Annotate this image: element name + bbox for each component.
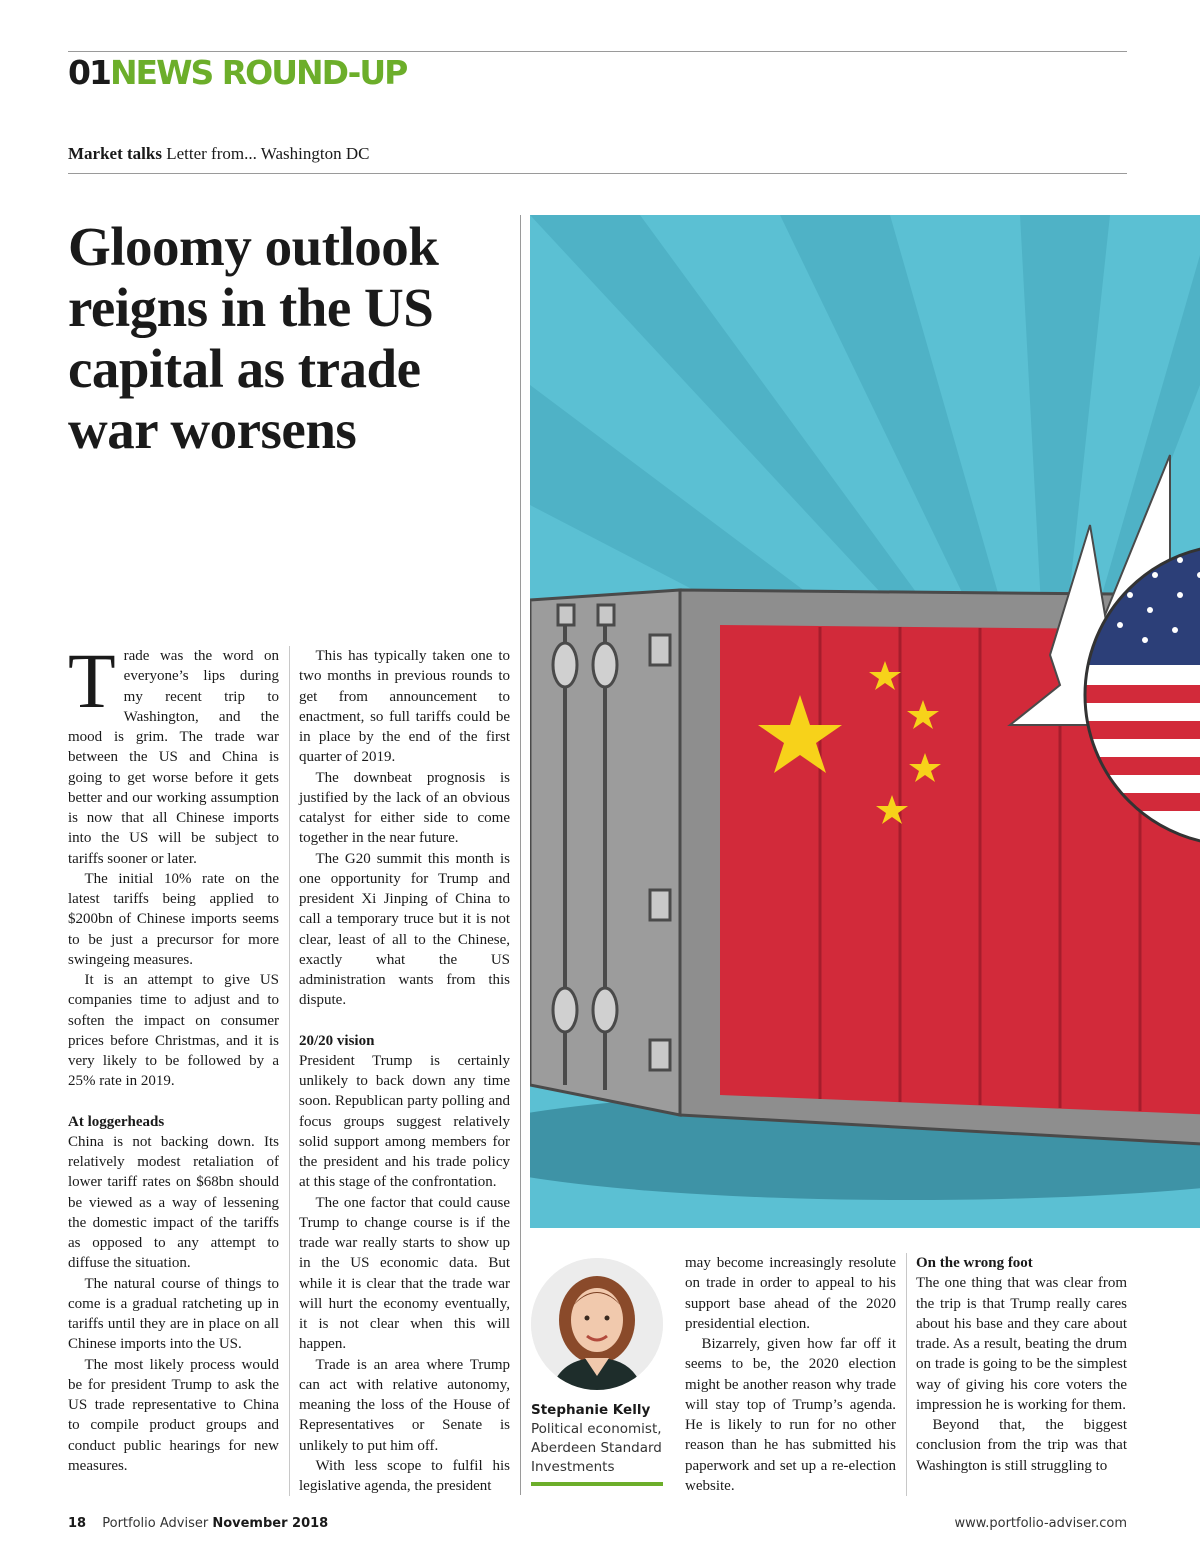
kicker-category: Market talks xyxy=(68,144,162,163)
article-column-3 xyxy=(685,1253,896,1496)
article-paragraph: The one thing that was clear from the trip is that Trump really cares about his base and they care about trade. As a result, beating the drum on trade is going to be the simplest way of giving his core voters the impression he is working for them. xyxy=(916,1275,1127,1413)
author-photo xyxy=(531,1258,663,1390)
kicker-subtitle: Letter from... Washington DC xyxy=(166,144,370,163)
article-paragraph: The downbeat prognosis is justified by the lack of an obvious catalyst for either side to come together in the near future. xyxy=(299,769,510,847)
article-column-1 xyxy=(68,637,279,1476)
author-accent-bar xyxy=(531,1482,663,1486)
article-paragraph: With less scope to fulfil his legislative agenda, the president xyxy=(299,1457,510,1494)
issue-date: November 2018 xyxy=(212,1516,329,1531)
article-paragraph: Trade was the word on everyone’s lips during my recent trip to Washington, and the mood is grim. The trade war between the US and China is going to get worse before it gets better and our working assumption is now that all Chinese imports into the US will be subject to tariffs sooner or later. xyxy=(68,637,279,867)
article-column-4 xyxy=(916,1253,1127,1476)
footer-url[interactable]: www.portfolio-adviser.com xyxy=(954,1516,1127,1531)
subheading: On the wrong foot xyxy=(916,1255,1033,1271)
article-paragraph: Beyond that, the biggest conclusion from the trip was that Washington is still struggling to xyxy=(916,1417,1127,1474)
article-paragraph: This has typically taken one to two months in previous rounds to get from announcement to enactment, so full tariffs could be in place by the end of the first quarter of 2019. xyxy=(299,648,510,766)
kicker-rule xyxy=(68,173,1127,174)
article-paragraph: It is an attempt to give US companies time to adjust and to soften the impact on consumer prices before Christmas, and it is very likely to be followed by a 25% rate in 2019. xyxy=(68,972,279,1090)
footer-left xyxy=(68,1516,328,1531)
column-divider xyxy=(520,215,521,1495)
article-paragraph: China is not backing down. Its relatively modest retaliation of lower tariff rates on $68bn should be viewed as a way of lessening the domestic impact of the tariffs as opposed to any attempt to diffuse the situation. xyxy=(68,1133,279,1272)
section-title: NEWS ROUND-UP xyxy=(109,53,407,92)
shipping-container-illustration-icon xyxy=(530,215,1200,1228)
publication-name: Portfolio Adviser xyxy=(102,1516,209,1531)
article-paragraph: Bizarrely, given how far off it seems to be, the 2020 election might be another reason why trade will stay top of Trump’s agenda. He is likely to run for no other reason than he has submitted his paperwork and set up a re-election website. xyxy=(685,1336,896,1494)
article-column-2 xyxy=(299,646,510,1496)
article-paragraph: President Trump is certainly unlikely to back down any time soon. Republican party polling and focus groups suggest relatively solid support among members for the president and his trade policy at this stage of the confrontation. xyxy=(299,1052,510,1191)
author-role: Political economist, Aberdeen Standard Investments xyxy=(531,1421,662,1475)
author-portrait-icon xyxy=(531,1258,663,1390)
subheading: 20/20 vision xyxy=(299,1032,375,1049)
article-paragraph: may become increasingly resolute on trade in order to appeal to his support base ahead of the 2020 presidential election. xyxy=(685,1255,896,1332)
illustration xyxy=(530,215,1200,1228)
subheading: At loggerheads xyxy=(68,1113,165,1130)
article-paragraph: Trade is an area where Trump can act with relative autonomy, meaning the loss of the House of Representatives or Senate is unlikely to put him off. xyxy=(299,1356,510,1454)
article-paragraph: The initial 10% rate on the latest tariffs being applied to $200bn of Chinese imports seems to be just a precursor for more swingeing measures. xyxy=(68,870,279,968)
headline: Gloomy outlook reigns in the US capital as trade war worsens xyxy=(68,216,439,460)
article-paragraph: The G20 summit this month is one opportunity for Trump and president Xi Jinping of China to call a temporary truce but it is not clear, least of all to the Chinese, exactly what the US administration wants from this dispute. xyxy=(299,850,510,1009)
article-paragraph: The natural course of things to come is a gradual ratcheting up in tariffs until they are in place on all Chinese imports into the US. xyxy=(68,1275,279,1353)
kicker xyxy=(68,144,369,164)
section-number: 01 xyxy=(68,53,110,92)
column-rule xyxy=(906,1253,907,1496)
author-name: Stephanie Kelly xyxy=(531,1402,651,1418)
article-paragraph: The most likely process would be for president Trump to ask the US trade representative to China to compile product groups and conduct public hearings for new measures. xyxy=(68,1356,279,1474)
top-rule xyxy=(68,51,1127,52)
article-paragraph: The one factor that could cause Trump to change course is if the trade war really starts to show up in the US economic data. But while it is clear that the trade war will hurt the economy eventually, it is not clear when this will happen. xyxy=(299,1194,510,1353)
section-header xyxy=(68,53,407,92)
column-rule xyxy=(289,646,290,1496)
drop-cap: T xyxy=(68,637,116,724)
page-number: 18 xyxy=(68,1516,87,1531)
